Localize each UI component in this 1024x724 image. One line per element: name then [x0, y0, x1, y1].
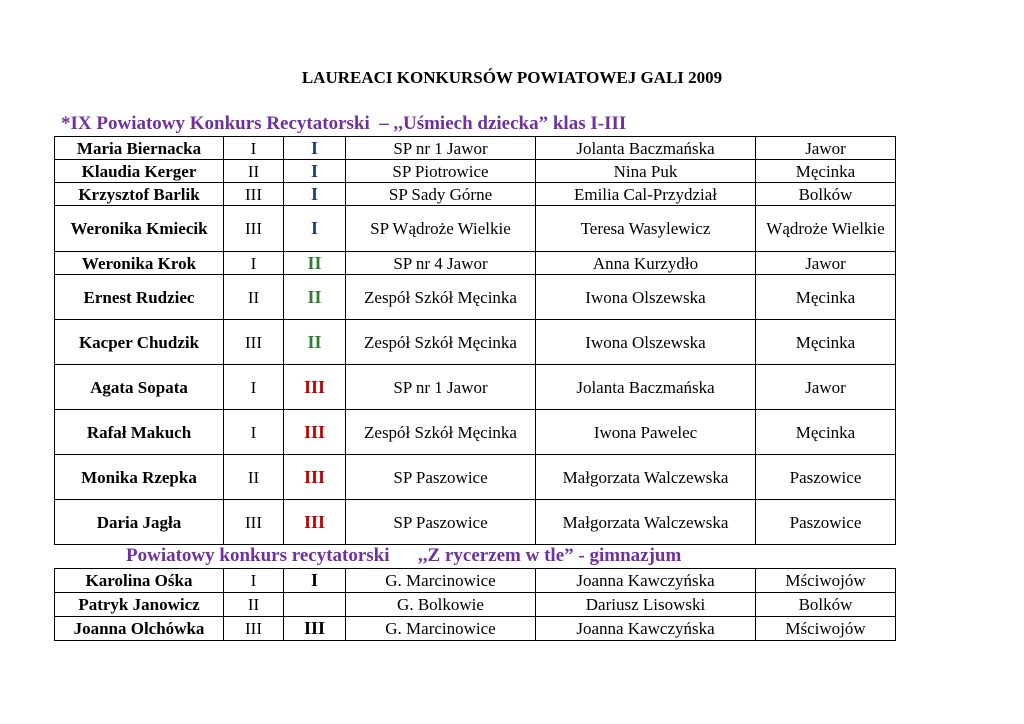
- city-cell: Wądroże Wielkie: [756, 206, 896, 252]
- school-cell: SP nr 1 Jawor: [346, 137, 536, 160]
- place-cell: I: [284, 160, 346, 183]
- school-cell: SP Paszowice: [346, 500, 536, 545]
- section1-heading: *IX Powiatowy Konkurs Recytatorski – ,,Uśmiech dziecka” klas I-III: [61, 113, 627, 134]
- teacher-cell: Dariusz Lisowski: [536, 593, 756, 617]
- city-cell: Mściwojów: [756, 617, 896, 641]
- winner-name: Klaudia Kerger: [55, 160, 224, 183]
- winner-name: Weronika Krok: [55, 252, 224, 275]
- table-row: [55, 183, 896, 206]
- table-row: [55, 617, 896, 641]
- winner-name: Monika Rzepka: [55, 455, 224, 500]
- class-cell: I: [224, 252, 284, 275]
- table-row: [55, 320, 896, 365]
- table-row: [55, 500, 896, 545]
- table-row: [55, 410, 896, 455]
- section1-table: [54, 136, 896, 545]
- winner-name: Patryk Janowicz: [55, 593, 224, 617]
- school-cell: SP Wądroże Wielkie: [346, 206, 536, 252]
- school-cell: SP Piotrowice: [346, 160, 536, 183]
- city-cell: Paszowice: [756, 500, 896, 545]
- class-cell: II: [224, 455, 284, 500]
- class-cell: I: [224, 569, 284, 593]
- place-cell: III: [284, 410, 346, 455]
- city-cell: Jawor: [756, 252, 896, 275]
- table-row: [55, 252, 896, 275]
- city-cell: Bolków: [756, 593, 896, 617]
- teacher-cell: Iwona Pawelec: [536, 410, 756, 455]
- class-cell: I: [224, 410, 284, 455]
- table-row: [55, 569, 896, 593]
- place-cell: I: [284, 206, 346, 252]
- winner-name: Daria Jagła: [55, 500, 224, 545]
- place-cell: III: [284, 617, 346, 641]
- class-cell: II: [224, 160, 284, 183]
- teacher-cell: Jolanta Baczmańska: [536, 137, 756, 160]
- place-cell: II: [284, 252, 346, 275]
- teacher-cell: Teresa Wasylewicz: [536, 206, 756, 252]
- city-cell: Jawor: [756, 365, 896, 410]
- teacher-cell: Anna Kurzydło: [536, 252, 756, 275]
- winner-name: Ernest Rudziec: [55, 275, 224, 320]
- teacher-cell: Małgorzata Walczewska: [536, 455, 756, 500]
- city-cell: Męcinka: [756, 160, 896, 183]
- section2-table: [54, 568, 896, 641]
- school-cell: Zespół Szkół Męcinka: [346, 275, 536, 320]
- table-row: [55, 275, 896, 320]
- city-cell: Mściwojów: [756, 569, 896, 593]
- class-cell: III: [224, 206, 284, 252]
- teacher-cell: Nina Puk: [536, 160, 756, 183]
- winner-name: Agata Sopata: [55, 365, 224, 410]
- school-cell: Zespół Szkół Męcinka: [346, 320, 536, 365]
- class-cell: III: [224, 320, 284, 365]
- place-cell: I: [284, 137, 346, 160]
- school-cell: SP nr 1 Jawor: [346, 365, 536, 410]
- school-cell: SP Sady Górne: [346, 183, 536, 206]
- class-cell: III: [224, 617, 284, 641]
- class-cell: III: [224, 500, 284, 545]
- place-cell: I: [284, 183, 346, 206]
- city-cell: Męcinka: [756, 410, 896, 455]
- class-cell: II: [224, 593, 284, 617]
- place-cell: III: [284, 365, 346, 410]
- school-cell: Zespół Szkół Męcinka: [346, 410, 536, 455]
- table-row: [55, 137, 896, 160]
- place-cell: II: [284, 320, 346, 365]
- winner-name: Maria Biernacka: [55, 137, 224, 160]
- city-cell: Męcinka: [756, 320, 896, 365]
- page-title: LAUREACI KONKURSÓW POWIATOWEJ GALI 2009: [301, 68, 723, 87]
- city-cell: Paszowice: [756, 455, 896, 500]
- table-row: [55, 365, 896, 410]
- place-cell: III: [284, 500, 346, 545]
- winner-name: Joanna Olchówka: [55, 617, 224, 641]
- class-cell: I: [224, 365, 284, 410]
- city-cell: Męcinka: [756, 275, 896, 320]
- winner-name: Weronika Kmiecik: [55, 206, 224, 252]
- teacher-cell: Iwona Olszewska: [536, 275, 756, 320]
- school-cell: G. Marcinowice: [346, 569, 536, 593]
- city-cell: Bolków: [756, 183, 896, 206]
- school-cell: G. Marcinowice: [346, 617, 536, 641]
- school-cell: SP nr 4 Jawor: [346, 252, 536, 275]
- place-cell: II: [284, 275, 346, 320]
- class-cell: II: [224, 275, 284, 320]
- school-cell: SP Paszowice: [346, 455, 536, 500]
- winner-name: Krzysztof Barlik: [55, 183, 224, 206]
- section2-heading: Powiatowy konkurs recytatorski ,,Z rycerzem w tle” - gimnazjum: [126, 545, 682, 566]
- winner-name: Karolina Ośka: [55, 569, 224, 593]
- table-row: [55, 593, 896, 617]
- school-cell: G. Bolkowie: [346, 593, 536, 617]
- class-cell: I: [224, 137, 284, 160]
- winner-name: Rafał Makuch: [55, 410, 224, 455]
- teacher-cell: Joanna Kawczyńska: [536, 569, 756, 593]
- place-cell: I: [284, 569, 346, 593]
- table-row: [55, 455, 896, 500]
- teacher-cell: Małgorzata Walczewska: [536, 500, 756, 545]
- teacher-cell: Joanna Kawczyńska: [536, 617, 756, 641]
- winner-name: Kacper Chudzik: [55, 320, 224, 365]
- city-cell: Jawor: [756, 137, 896, 160]
- table-row: [55, 206, 896, 252]
- table-row: [55, 160, 896, 183]
- teacher-cell: Jolanta Baczmańska: [536, 365, 756, 410]
- teacher-cell: Iwona Olszewska: [536, 320, 756, 365]
- class-cell: III: [224, 183, 284, 206]
- place-cell: III: [284, 455, 346, 500]
- place-cell: [284, 593, 346, 617]
- teacher-cell: Emilia Cal-Przydział: [536, 183, 756, 206]
